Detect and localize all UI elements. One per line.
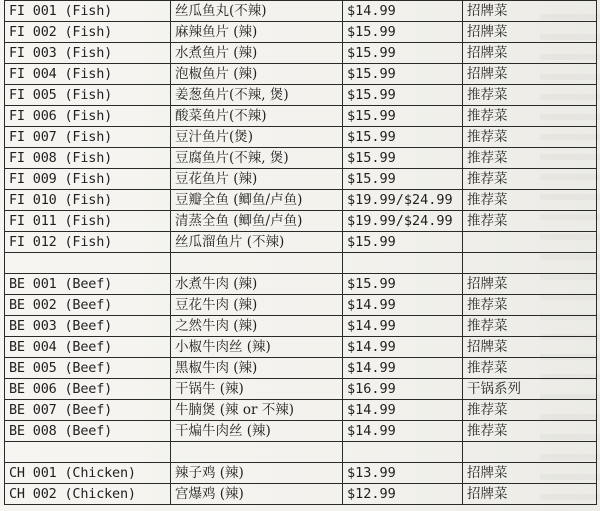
item-tag: 推荐菜 xyxy=(463,211,597,232)
item-code: BE 007 (Beef) xyxy=(5,400,171,421)
item-name: 豆花牛肉 (辣) xyxy=(171,295,343,316)
item-code: FI 002 (Fish) xyxy=(5,22,171,43)
item-tag: 招牌菜 xyxy=(463,64,597,85)
item-price: $15.99 xyxy=(343,22,463,43)
item-name: 小椒牛肉丝 (辣) xyxy=(171,337,343,358)
item-name: 泡椒鱼片 (辣) xyxy=(171,64,343,85)
item-price: $14.99 xyxy=(343,1,463,22)
section-spacer-row xyxy=(5,442,597,463)
item-code: FI 004 (Fish) xyxy=(5,64,171,85)
item-code: BE 008 (Beef) xyxy=(5,421,171,442)
item-name: 黑椒牛肉 (辣) xyxy=(171,358,343,379)
item-price: $13.99 xyxy=(343,463,463,484)
item-code: FI 001 (Fish) xyxy=(5,1,171,22)
menu-row xyxy=(5,169,597,190)
item-code xyxy=(5,253,171,274)
item-price: $12.99 xyxy=(343,484,463,505)
menu-row xyxy=(5,211,597,232)
item-code: FI 006 (Fish) xyxy=(5,106,171,127)
item-price: $15.99 xyxy=(343,148,463,169)
item-price: $14.99 xyxy=(343,400,463,421)
item-name: 干锅牛 (辣) xyxy=(171,379,343,400)
menu-row xyxy=(5,316,597,337)
item-code: BE 004 (Beef) xyxy=(5,337,171,358)
item-tag: 干锅系列 xyxy=(463,379,597,400)
item-code: FI 012 (Fish) xyxy=(5,232,171,253)
item-name: 丝瓜鱼丸(不辣) xyxy=(171,1,343,22)
item-name: 酸菜鱼片(不辣) xyxy=(171,106,343,127)
item-price: $15.99 xyxy=(343,64,463,85)
item-tag: 招牌菜 xyxy=(463,22,597,43)
item-tag: 推荐菜 xyxy=(463,169,597,190)
item-tag xyxy=(463,232,597,253)
item-code: BE 002 (Beef) xyxy=(5,295,171,316)
menu-table xyxy=(4,0,597,505)
item-name: 干煸牛肉丝 (辣) xyxy=(171,421,343,442)
item-tag: 推荐菜 xyxy=(463,190,597,211)
section-spacer-row xyxy=(5,253,597,274)
item-price: $14.99 xyxy=(343,358,463,379)
item-name: 丝瓜溜鱼片 (不辣) xyxy=(171,232,343,253)
item-tag xyxy=(463,442,597,463)
item-price: $16.99 xyxy=(343,379,463,400)
menu-row xyxy=(5,295,597,316)
item-tag: 招牌菜 xyxy=(463,337,597,358)
item-code: BE 001 (Beef) xyxy=(5,274,171,295)
item-price: $15.99 xyxy=(343,169,463,190)
item-price: $15.99 xyxy=(343,232,463,253)
item-code: FI 008 (Fish) xyxy=(5,148,171,169)
item-tag: 推荐菜 xyxy=(463,358,597,379)
item-price: $14.99 xyxy=(343,295,463,316)
item-name: 水煮鱼片 (辣) xyxy=(171,43,343,64)
item-tag: 推荐菜 xyxy=(463,148,597,169)
item-code: FI 009 (Fish) xyxy=(5,169,171,190)
item-tag: 招牌菜 xyxy=(463,274,597,295)
item-tag: 推荐菜 xyxy=(463,295,597,316)
item-price: $14.99 xyxy=(343,337,463,358)
item-code: FI 005 (Fish) xyxy=(5,85,171,106)
item-tag: 推荐菜 xyxy=(463,106,597,127)
item-name: 宫爆鸡 (辣) xyxy=(171,484,343,505)
item-name: 牛腩煲 (辣 or 不辣) xyxy=(171,400,343,421)
menu-row xyxy=(5,379,597,400)
item-code: CH 002 (Chicken) xyxy=(5,484,171,505)
item-name: 豆腐鱼片(不辣, 煲) xyxy=(171,148,343,169)
item-name: 豆瓣全鱼 (鲫鱼/卢鱼) xyxy=(171,190,343,211)
item-price xyxy=(343,442,463,463)
item-tag: 推荐菜 xyxy=(463,400,597,421)
item-price: $19.99/$24.99 xyxy=(343,190,463,211)
menu-row xyxy=(5,64,597,85)
item-tag: 推荐菜 xyxy=(463,421,597,442)
item-tag: 推荐菜 xyxy=(463,316,597,337)
menu-row xyxy=(5,484,597,505)
item-code: FI 010 (Fish) xyxy=(5,190,171,211)
item-code: BE 003 (Beef) xyxy=(5,316,171,337)
item-code: BE 006 (Beef) xyxy=(5,379,171,400)
item-tag: 招牌菜 xyxy=(463,484,597,505)
item-price xyxy=(343,253,463,274)
item-code: FI 007 (Fish) xyxy=(5,127,171,148)
menu-row xyxy=(5,190,597,211)
item-code xyxy=(5,442,171,463)
menu-row xyxy=(5,127,597,148)
item-code: BE 005 (Beef) xyxy=(5,358,171,379)
menu-row xyxy=(5,337,597,358)
item-tag: 招牌菜 xyxy=(463,463,597,484)
menu-row xyxy=(5,400,597,421)
item-price: $19.99/$24.99 xyxy=(343,211,463,232)
menu-row xyxy=(5,463,597,484)
item-tag xyxy=(463,253,597,274)
item-name: 豆花鱼片 (辣) xyxy=(171,169,343,190)
menu-row xyxy=(5,43,597,64)
item-price: $14.99 xyxy=(343,421,463,442)
item-tag: 推荐菜 xyxy=(463,85,597,106)
menu-row xyxy=(5,148,597,169)
menu-table-body xyxy=(5,1,597,505)
item-price: $14.99 xyxy=(343,316,463,337)
item-name: 之然牛肉 (辣) xyxy=(171,316,343,337)
item-name xyxy=(171,442,343,463)
menu-row xyxy=(5,358,597,379)
item-name: 水煮牛肉 (辣) xyxy=(171,274,343,295)
item-tag: 招牌菜 xyxy=(463,43,597,64)
item-price: $15.99 xyxy=(343,127,463,148)
item-name: 辣子鸡 (辣) xyxy=(171,463,343,484)
item-code: FI 011 (Fish) xyxy=(5,211,171,232)
item-price: $15.99 xyxy=(343,106,463,127)
menu-row xyxy=(5,274,597,295)
menu-row xyxy=(5,421,597,442)
item-name xyxy=(171,253,343,274)
item-tag: 招牌菜 xyxy=(463,1,597,22)
item-name: 姜葱鱼片(不辣, 煲) xyxy=(171,85,343,106)
menu-row xyxy=(5,232,597,253)
menu-row xyxy=(5,22,597,43)
item-price: $15.99 xyxy=(343,85,463,106)
item-code: CH 001 (Chicken) xyxy=(5,463,171,484)
item-name: 豆汁鱼片(煲) xyxy=(171,127,343,148)
menu-row xyxy=(5,85,597,106)
item-code: FI 003 (Fish) xyxy=(5,43,171,64)
menu-row xyxy=(5,1,597,22)
item-tag: 推荐菜 xyxy=(463,127,597,148)
item-price: $15.99 xyxy=(343,274,463,295)
menu-row xyxy=(5,106,597,127)
item-name: 麻辣鱼片 (辣) xyxy=(171,22,343,43)
item-name: 清蒸全鱼 (鲫鱼/卢鱼) xyxy=(171,211,343,232)
item-price: $15.99 xyxy=(343,43,463,64)
